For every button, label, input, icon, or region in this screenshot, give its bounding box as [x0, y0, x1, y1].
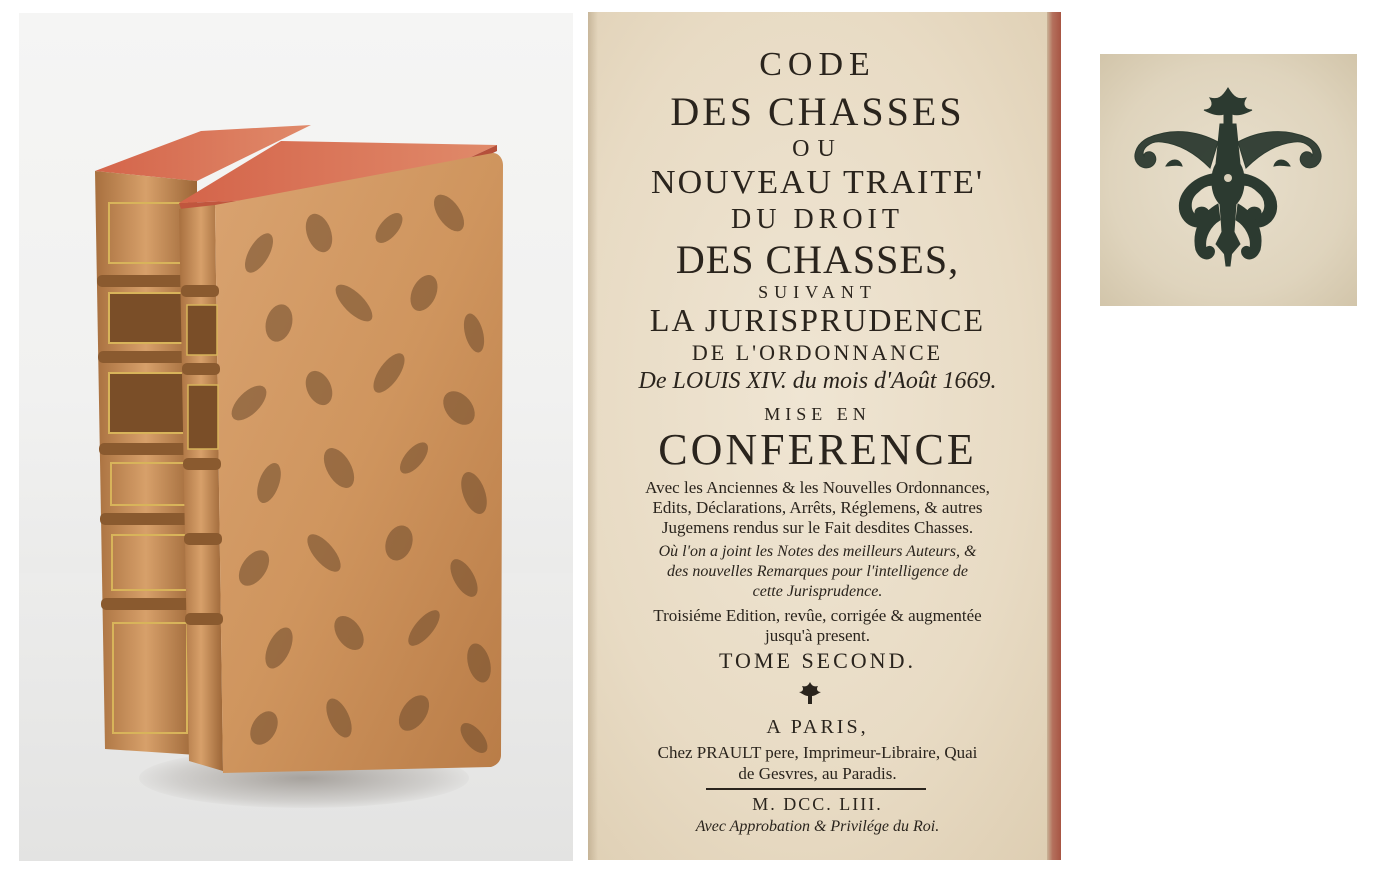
imprint: [588, 742, 1047, 784]
back-spine-band: [99, 443, 197, 455]
paragraph-line: Avec les Anciennes & les Nouvelles Ordonnances,: [645, 478, 990, 497]
front-spine-tome-panel: [188, 385, 218, 449]
imprint-rule: [706, 788, 926, 790]
fleuron-icon: [796, 680, 824, 706]
paragraph-line: Edits, Déclarations, Arrêts, Réglemens, & autres: [652, 498, 983, 517]
title-line-conference: CONFERENCE: [658, 425, 977, 474]
paragraph-line: cette Jurisprudence.: [752, 583, 883, 600]
paragraph-line: Où l'on a joint les Notes des meilleurs Auteurs, &: [658, 543, 977, 560]
title-line-suivant: SUIVANT: [758, 282, 877, 302]
title-line-des-chasses-2: DES CHASSES,: [675, 237, 960, 282]
title-line-ordonnance: DE L'ORDONNANCE: [691, 340, 944, 365]
title-line-code: CODE: [759, 46, 876, 83]
books-illustration: [19, 13, 573, 861]
title-page: [588, 12, 1061, 860]
privilege: Avec Approbation & Privilége du Roi.: [695, 818, 940, 835]
ornament-detail: [1100, 54, 1357, 306]
front-volume: [179, 141, 503, 773]
front-spine-band: [184, 533, 222, 545]
title-line-ou: OU: [792, 136, 843, 162]
imprint-line: de Gesvres, au Paradis.: [738, 764, 897, 783]
title-line-du-droit: DU DROIT: [731, 204, 904, 235]
page-edge-red: [1047, 12, 1061, 860]
paragraph-notes: [588, 542, 1047, 602]
back-spine-tome-panel: [109, 373, 187, 433]
title-line-jurisprudence: LA JURISPRUDENCE: [649, 302, 986, 338]
front-spine-band: [183, 458, 221, 470]
paragraph-edition: [588, 606, 1047, 646]
tome-second: TOME SECOND.: [719, 648, 916, 673]
imprint-line: Chez PRAULT pere, Imprimeur-Libraire, Quai: [657, 743, 978, 762]
paragraph-line: Troisiéme Edition, revûe, corrigée & augmentée: [653, 606, 982, 625]
title-line-nouveau-traite: NOUVEAU TRAITE': [651, 164, 984, 201]
title-line-louis: De LOUIS XIV. du mois d'Août 1669.: [638, 368, 997, 394]
back-spine-band: [101, 598, 197, 610]
title-line-mise-en: MISE EN: [764, 404, 871, 424]
paragraph-line: des nouvelles Remarques pour l'intelligence de: [667, 563, 968, 580]
ornament-icon: [1100, 54, 1357, 306]
back-spine-band: [100, 513, 197, 525]
paragraph-ordonnances: [588, 478, 1047, 538]
paragraph-line: jusqu'à present.: [764, 626, 871, 645]
title-line-des-chasses: DES CHASSES: [670, 89, 965, 134]
place-paris: A PARIS,: [766, 716, 869, 738]
year: M. DCC. LIII.: [752, 794, 883, 814]
books-photo: [19, 13, 573, 861]
back-spine-label-panel: [109, 293, 187, 343]
front-spine-band: [181, 285, 219, 297]
front-spine-band: [185, 613, 223, 625]
front-spine-label-panel: [187, 305, 217, 355]
paragraph-line: Jugemens rendus sur le Fait desdites Chasses.: [661, 518, 974, 537]
front-spine-band: [182, 363, 220, 375]
